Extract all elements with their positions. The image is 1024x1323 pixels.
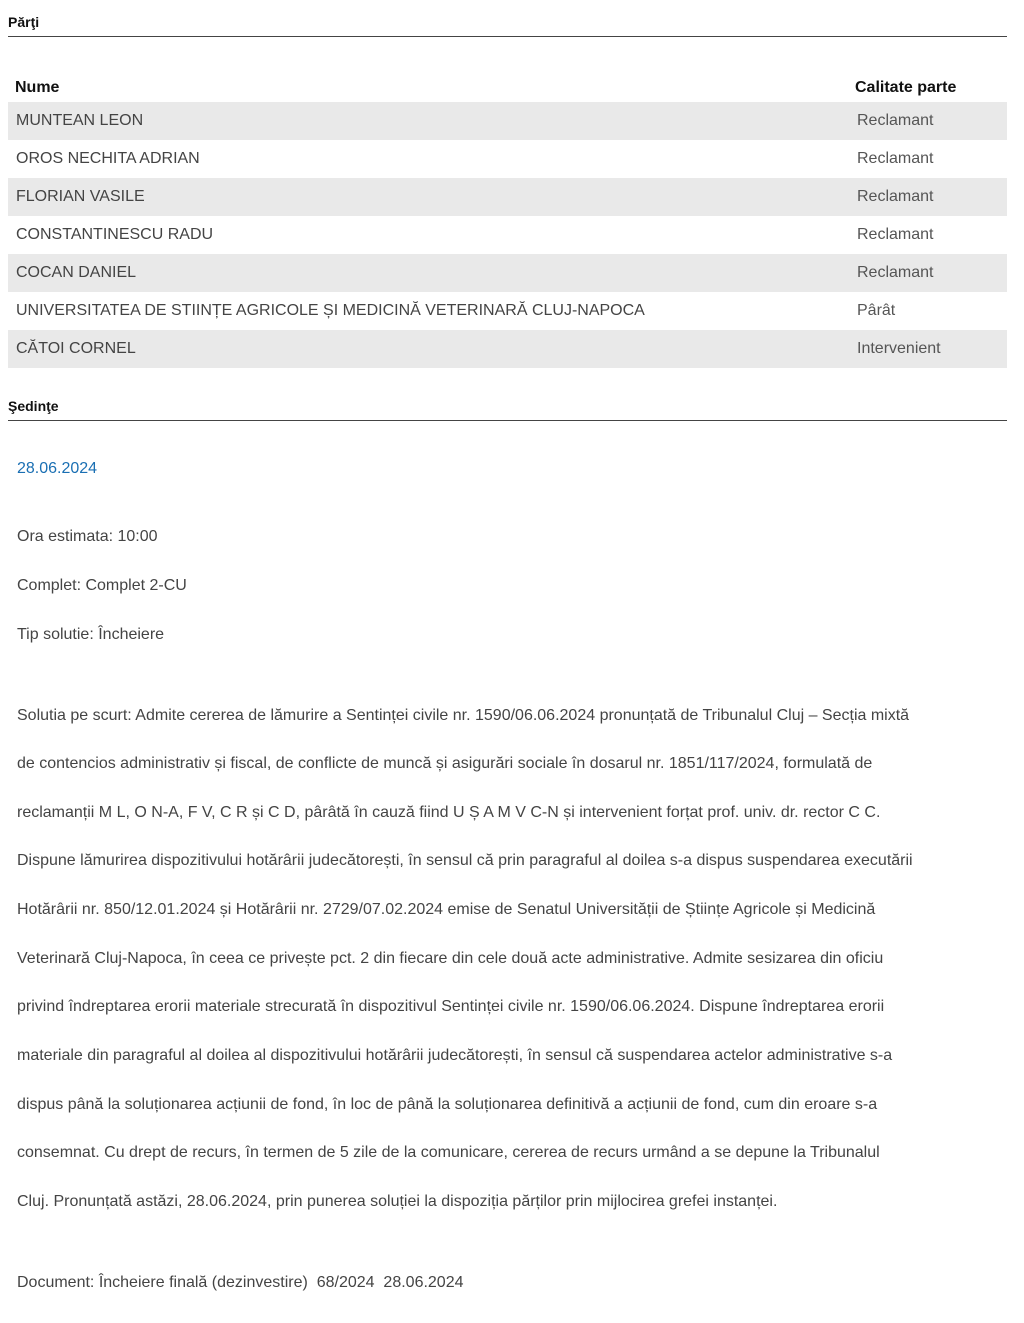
solution-line: de contencios administrativ și fiscal, de conflicte de muncă și asigurări sociale în dosarul nr. 1851/117/2024, formulată de (17, 755, 873, 773)
hearing-entry (17, 458, 1007, 1323)
table-row (8, 330, 1007, 368)
solution-line: Cluj. Pronunțată astăzi, 28.06.2024, prin punerea soluției la dispoziția părților prin mijlocirea grefei instanței. (17, 1192, 778, 1210)
table-row (8, 140, 1007, 178)
solution-line: Hotărârii nr. 850/12.01.2024 și Hotărârii nr. 2729/07.02.2024 emise de Senatul Universității de Științe Agricole și Medicină (17, 901, 876, 919)
solution-line: Veterinară Cluj-Napoca, în ceea ce privește pct. 2 din fiecare din cele două acte administrative. Admite sesizarea din oficiu (17, 949, 884, 967)
solution-line: consemnat. Cu drept de recurs, în termen de 5 zile de la comunicare, cererea de recurs urmând a se depune la Tribunalul (17, 1144, 880, 1162)
solution-summary (17, 675, 1007, 1242)
party-role: Reclamant (857, 264, 934, 281)
hearing-date: 28.06.2024 (17, 460, 98, 477)
column-header-name: Nume (15, 79, 60, 96)
solution-line: privind îndreptarea erorii materiale strecurată în dispozitivul Sentinței civile nr. 1590/06.06.2024. Dispune îndreptarea erorii (17, 998, 885, 1016)
party-name: MUNTEAN LEON (16, 112, 144, 129)
party-name: COCAN DANIEL (16, 264, 137, 281)
hearing-panel: Complet: Complet 2-CU (17, 577, 187, 595)
document-reference: Document: Încheiere finală (dezinvestire) 68/2024 28.06.2024 (17, 1273, 464, 1291)
table-row (8, 292, 1007, 330)
solution-line: reclamanții M L, O N-A, F V, C R și C D, pârâtă în cauză fiind U Ș A M V C-N și intervenient forțat prof. univ. dr. rector C C. (17, 803, 881, 821)
solution-type: Tip solutie: Încheiere (17, 625, 165, 643)
parties-table-header (8, 74, 1007, 102)
table-row (8, 254, 1007, 292)
party-role: Reclamant (857, 112, 934, 129)
column-header-role: Calitate parte (855, 79, 957, 96)
hearing-time: Ora estimata: 10:00 (17, 528, 158, 546)
solution-line: dispus până la soluționarea acțiunii de fond, în loc de până la soluționarea definitivă a acțiunii de fond, cum din eroare s-a (17, 1095, 878, 1113)
hearing-details (17, 497, 1007, 1323)
parties-table (8, 74, 1007, 368)
party-role: Pârât (857, 302, 896, 319)
section-title-parti: Părţi (8, 14, 1007, 37)
party-role: Reclamant (857, 226, 934, 243)
table-row (8, 216, 1007, 254)
party-name: FLORIAN VASILE (16, 188, 145, 205)
table-row (8, 102, 1007, 140)
party-name: OROS NECHITA ADRIAN (16, 150, 200, 167)
party-role: Intervenient (857, 340, 941, 357)
table-row (8, 178, 1007, 216)
party-role: Reclamant (857, 150, 934, 167)
party-name: UNIVERSITATEA DE STIINȚE AGRICOLE ȘI MEDICINĂ VETERINARĂ CLUJ-NAPOCA (16, 302, 645, 319)
solution-line: materiale din paragraful al doilea al dispozitivului hotărârii judecătorești, în sensul că suspendarea actelor administrative s-a (17, 1046, 893, 1064)
party-role: Reclamant (857, 188, 934, 205)
party-name: CĂTOI CORNEL (16, 340, 136, 357)
solution-line: Solutia pe scurt: Admite cererea de lămurire a Sentinței civile nr. 1590/06.06.2024 pronunțată de Tribunalul Cluj – Secția mixtă (17, 706, 910, 724)
party-name: CONSTANTINESCU RADU (16, 226, 214, 243)
section-title-sedinte: Şedinţe (8, 398, 1007, 421)
solution-line: Dispune lămurirea dispozitivului hotărârii judecătorești, în sensul că prin paragraful al doilea s-a dispus suspendarea executării (17, 852, 913, 870)
